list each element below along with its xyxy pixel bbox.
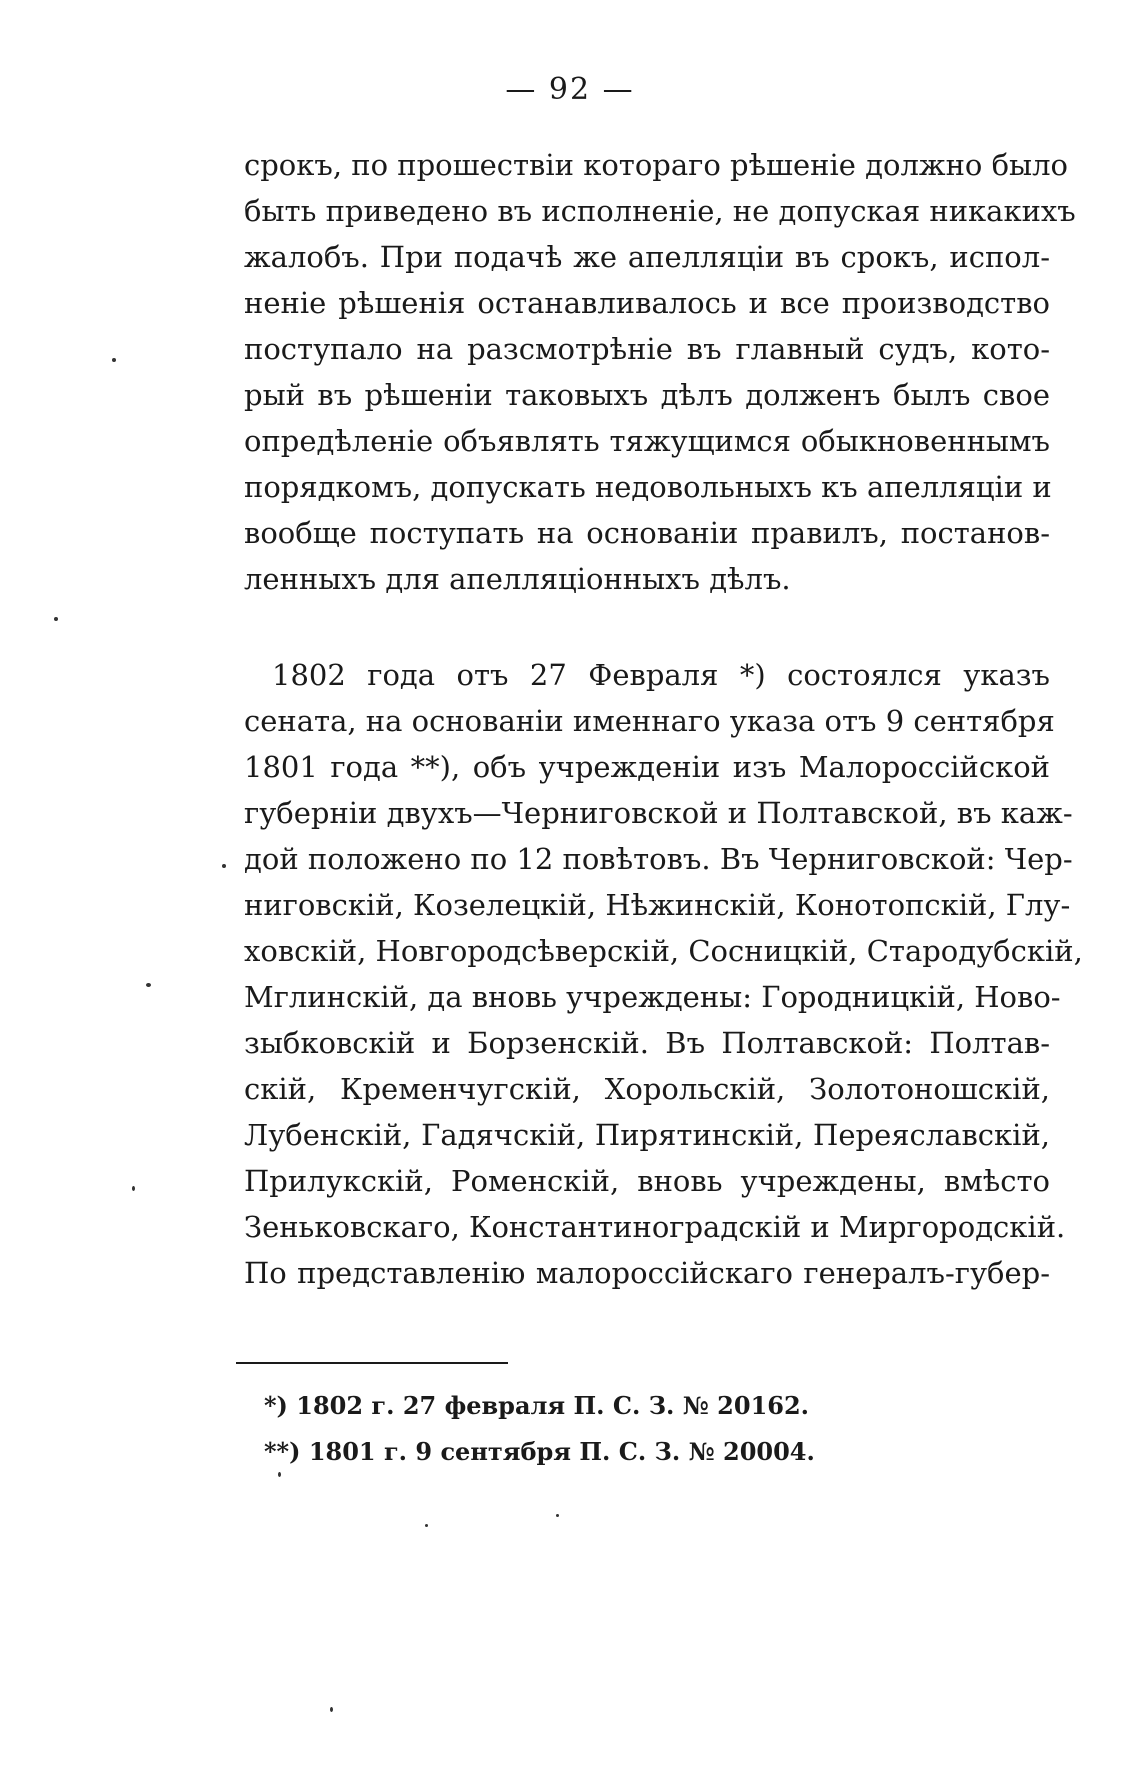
scan-speck xyxy=(278,1472,281,1477)
text-line: скій, Кременчугскій, Хорольскій, Золотоношскій, xyxy=(244,1072,1050,1106)
scan-speck xyxy=(146,983,151,987)
scan-speck xyxy=(330,1707,333,1712)
text-line: губерніи двухъ—Черниговской и Полтавской, въ каж- xyxy=(244,796,1073,830)
text-line: сената, на основаніи именнаго указа отъ 9 сентября xyxy=(244,704,1055,738)
scan-speck xyxy=(222,864,226,868)
footnote-2: **) 1801 г. 9 сентября П. С. З. № 20004. xyxy=(264,1437,815,1466)
text-line: дой положено по 12 повѣтовъ. Въ Черниговской: Чер- xyxy=(244,842,1073,876)
text-line: ленныхъ для апелляціонныхъ дѣлъ. xyxy=(244,562,791,596)
text-line: Прилукскій, Роменскій, вновь учреждены, вмѣсто xyxy=(244,1164,1050,1198)
text-line: По представленію малороссійскаго генералъ-губер- xyxy=(244,1256,1050,1290)
footnotes xyxy=(264,1383,815,1475)
text-line: быть приведено въ исполненіе, не допуская никакихъ xyxy=(244,194,1076,228)
scan-speck xyxy=(54,617,58,621)
text-line: срокъ, по прошествіи котораго рѣшеніе должно было xyxy=(244,148,1069,182)
text-line: ховскій, Новгородсѣверскій, Сосницкій, Стародубскій, xyxy=(244,934,1083,968)
paragraph-1 xyxy=(244,142,1076,602)
scan-speck xyxy=(132,1186,135,1191)
scan-speck xyxy=(112,358,116,362)
footnote-1: *) 1802 г. 27 февраля П. С. З. № 20162. xyxy=(264,1391,810,1420)
scan-speck xyxy=(425,1524,428,1527)
text-line: жалобъ. При подачѣ же апелляціи въ срокъ, испол- xyxy=(244,240,1050,274)
text-line: неніе рѣшенія останавливалось и все производство xyxy=(244,286,1050,320)
text-line: Лубенскій, Гадячскій, Пирятинскій, Переяславскій, xyxy=(244,1118,1050,1152)
text-line: зыбковскій и Борзенскій. Въ Полтавской: Полтав- xyxy=(244,1026,1050,1060)
scan-speck xyxy=(556,1514,559,1517)
text-line: 1801 года **), объ учрежденіи изъ Малороссійской xyxy=(244,750,1050,784)
text-line: опредѣленіе объявлять тяжущимся обыкновеннымъ xyxy=(244,424,1050,458)
text-line: ниговскій, Козелецкій, Нѣжинскій, Конотопскій, Глу- xyxy=(244,888,1071,922)
text-line: вообще поступать на основаніи правилъ, постанов- xyxy=(244,516,1050,550)
text-line: рый въ рѣшеніи таковыхъ дѣлъ долженъ былъ свое xyxy=(244,378,1050,412)
footnote-divider xyxy=(236,1362,508,1364)
text-line: 1802 года отъ 27 Февраля *) состоялся указъ xyxy=(272,658,1050,692)
text-line: поступало на разсмотрѣніе въ главный судъ, кото- xyxy=(244,332,1050,366)
page-number: — 92 — xyxy=(505,72,635,107)
text-line: Мглинскій, да вновь учреждены: Городницкій, Ново- xyxy=(244,980,1061,1014)
text-line: порядкомъ, допускать недовольныхъ къ апелляціи и xyxy=(244,470,1052,504)
text-line: Зеньковскаго, Константиноградскій и Миргородскій. xyxy=(244,1210,1066,1244)
paragraph-2 xyxy=(244,652,1083,1296)
